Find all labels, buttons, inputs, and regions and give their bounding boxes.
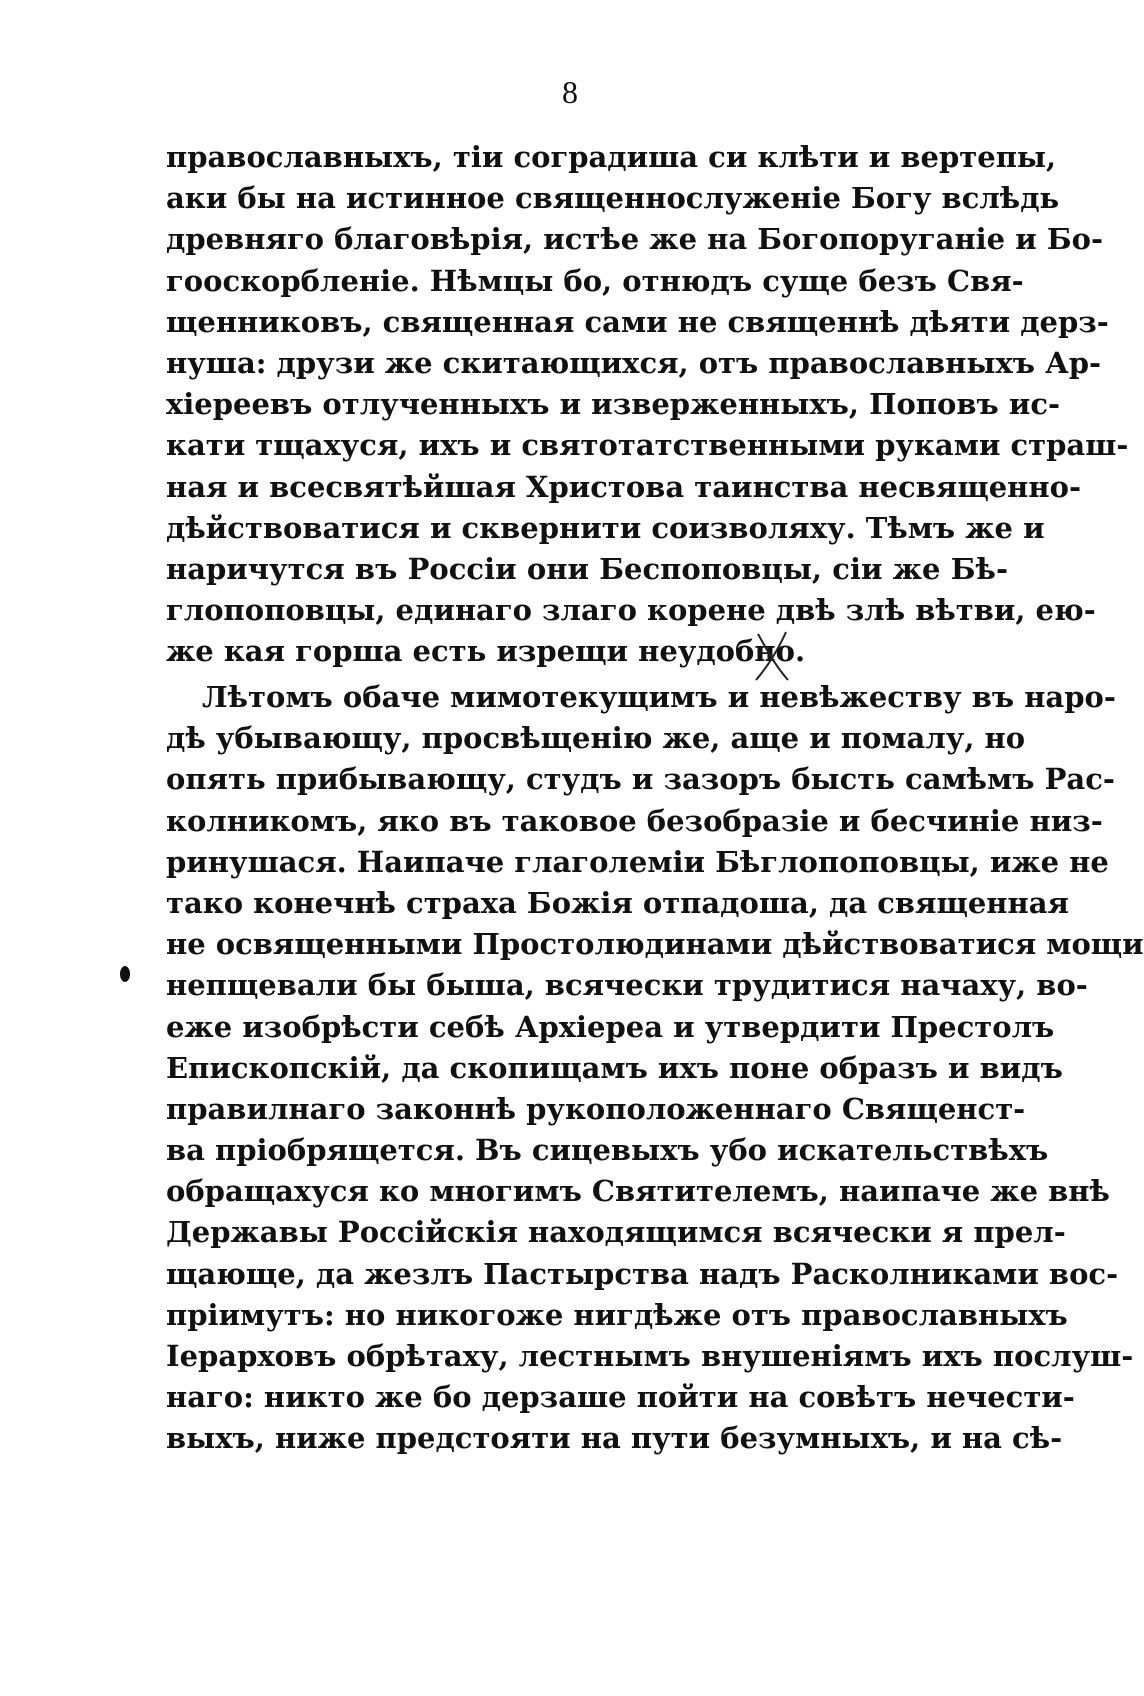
text-line: гооскорбленіе. Нѣмцы бо, отнюдъ суще безъ Свя- [166, 263, 1024, 298]
text-line: опять прибывающу, студъ и зазоръ бысть самѣмъ Рас- [166, 762, 1115, 797]
text-line: тако конечнѣ страха Божія отпадоша, да священная [166, 885, 1069, 920]
text-line: православныхъ, тіи соградиша си клѣти и вертепы, [166, 140, 1057, 174]
text-line: колникомъ, яко въ таковое безобразіе и бесчиніе низ- [166, 803, 1103, 838]
page-number: 8 [562, 74, 578, 110]
text-line: кати тщахуся, ихъ и святотатственными руками страш- [166, 428, 1129, 463]
text-line: Іерарховъ обрѣтаху, лестнымъ внушеніямъ ихъ послуш- [166, 1339, 1134, 1373]
text-line: древняго благовѣрія, истѣе же на Богопоруганіе и Бо- [166, 222, 1103, 257]
text-line: щающе, да жезлъ Пастырства надъ Расколниками вос- [166, 1256, 1119, 1291]
text-line: хіереевъ отлученныхъ и изверженныхъ, Поповъ ис- [166, 387, 1061, 422]
text-line: наричутся въ Россіи они Беспоповцы, сіи же Бѣ- [166, 551, 1008, 586]
text-line: непщевали бы быша, всячески трудитися начаху, во- [166, 968, 1088, 1003]
text-line: ринушася. Наипаче глаголеміи Бѣглопоповцы, иже не [166, 844, 1109, 879]
text-line: правилнаго законнѣ рукоположеннаго Священст- [166, 1091, 1026, 1126]
text-line: ва пріобрящется. Въ сицевыхъ убо искательствѣхъ [166, 1133, 1049, 1168]
text-line: глопоповцы, единаго злаго корене двѣ злѣ вѣтви, ею- [166, 593, 1096, 628]
paragraph-1 [166, 137, 1129, 672]
text-line: обращахуся ко многимъ Святителемъ, наипаче же внѣ [166, 1174, 1110, 1209]
text-line: нуша: друзи же скитающихся, отъ православныхъ Ар- [166, 345, 1102, 380]
text-line: еже изобрѣсти себѣ Архіереа и утвердити Престолъ [166, 1009, 1055, 1044]
pencil-cross-mark [752, 628, 792, 684]
text-line: Державы Россійскія находящимся всячески я прел- [166, 1215, 1066, 1250]
text-line: дѣйствоватися и сквернити соизволяху. Тѣмъ же и [166, 510, 1045, 545]
text-line: Лѣтомъ обаче мимотекущимъ и невѣжеству въ наро- [202, 680, 1116, 714]
text-line: дѣ убывающу, просвѣщенію же, аще и помалу, но [166, 721, 1026, 756]
text-line: Епископскій, да скопищамъ ихъ поне образъ и видъ [166, 1050, 1063, 1085]
text-line: пріимутъ: но никогоже нигдѣже отъ православныхъ [166, 1297, 1068, 1332]
text-line: щенниковъ, священная сами не священнѣ дѣяти дерз- [166, 304, 1109, 339]
margin-ink-mark [120, 966, 130, 982]
text-line: же кая горша есть изрещи неудобно. [166, 634, 806, 669]
text-line: ная и всесвятѣйшая Христова таинства несвященно- [166, 469, 1082, 504]
paragraph-2 [166, 677, 1144, 1460]
text-line: выхъ, ниже предстояти на пути безумныхъ, и на сѣ- [166, 1421, 1063, 1456]
text-line: наго: никто же бо дерзаше пойти на совѣтъ нечести- [166, 1380, 1075, 1415]
text-line: не освященными Простолюдинами дѣйствоватися мощи [166, 927, 1144, 962]
text-line: аки бы на истинное священнослуженіе Богу вслѣдь [166, 181, 1060, 216]
